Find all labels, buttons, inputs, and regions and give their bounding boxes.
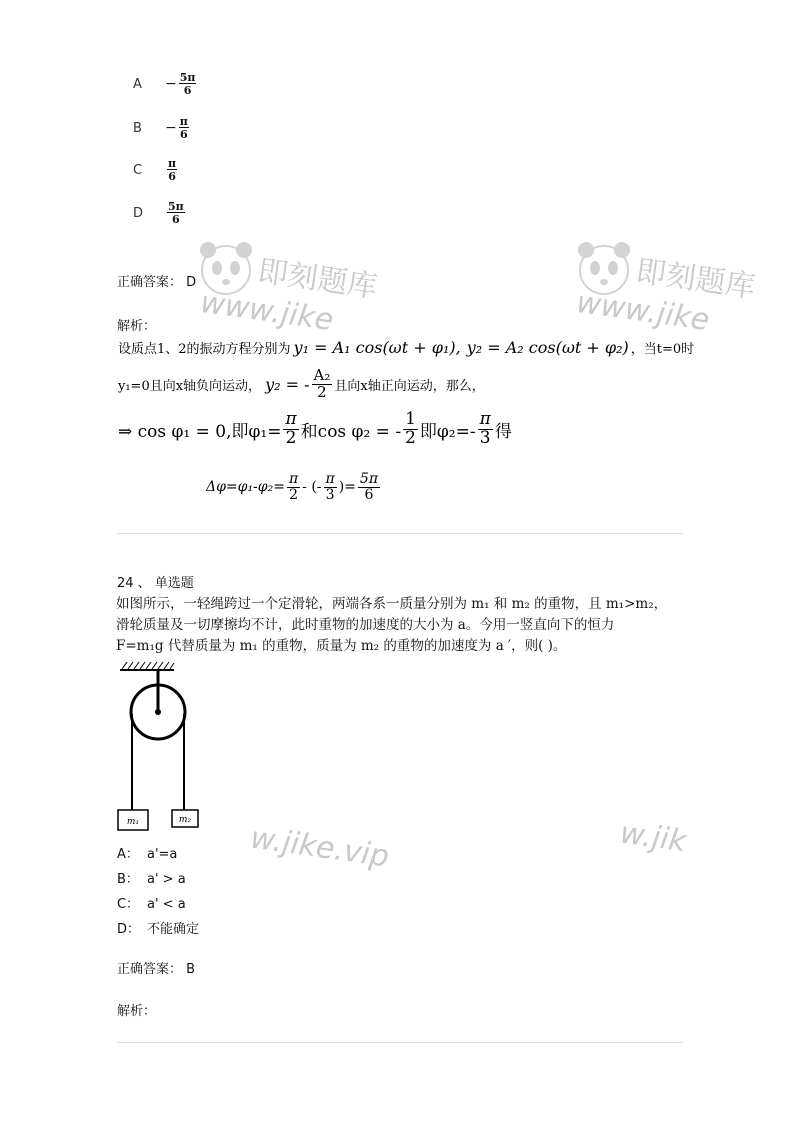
answer-value: B bbox=[186, 962, 196, 977]
answer-value: D bbox=[186, 275, 197, 290]
analysis-math: )= bbox=[338, 479, 356, 496]
pulley-hub bbox=[155, 709, 161, 715]
fraction: $\frac{\pi}{2}$ bbox=[285, 409, 297, 448]
analysis-line-2 bbox=[118, 368, 485, 401]
q24-analysis-label: 解析： bbox=[117, 1004, 157, 1019]
analysis-math: - (- bbox=[302, 479, 322, 496]
analysis-text: ，当t=0时 bbox=[630, 342, 695, 357]
analysis-text: 设质点1、2的振动方程分别为 bbox=[118, 342, 291, 357]
q23-analysis-label: 解析： bbox=[117, 319, 157, 334]
fraction: 1 2 bbox=[405, 409, 416, 448]
analysis-math: Δφ=φ₁-φ₂= bbox=[206, 479, 285, 496]
analysis-line-4 bbox=[206, 472, 382, 502]
answer-label: 正确答案： bbox=[117, 275, 183, 290]
option-fraction: $\frac{\pi}{6}$ bbox=[168, 157, 177, 183]
equation-y1: y₁ = A₁ cos(ωt + φ₁), bbox=[293, 338, 461, 357]
q23-answer bbox=[117, 271, 196, 290]
answer-label: 正确答案： bbox=[117, 962, 183, 977]
option-fraction: $\frac{5\pi}{6}$ bbox=[168, 200, 184, 226]
section-divider bbox=[117, 1042, 683, 1043]
watermark-url: www.jike bbox=[574, 284, 712, 339]
option-text: a' < a bbox=[147, 897, 186, 912]
analysis-math: 得 bbox=[494, 421, 512, 442]
q24-option-a[interactable] bbox=[117, 842, 199, 867]
analysis-line-3 bbox=[118, 411, 512, 448]
fraction: $\frac{5\pi}{6}$ bbox=[359, 471, 379, 503]
q24-options bbox=[117, 842, 199, 942]
q23-option-d[interactable] bbox=[133, 201, 185, 225]
option-letter: C bbox=[133, 162, 143, 178]
watermark-url: www.jike bbox=[198, 284, 336, 339]
section-divider bbox=[117, 533, 683, 534]
fraction: A₂ 2 bbox=[313, 366, 331, 401]
analysis-text: 且向x轴正向运动，那么， bbox=[334, 378, 485, 394]
option-letter: C： bbox=[117, 897, 140, 912]
analysis-text: y₁=0且向x轴负向运动， bbox=[118, 378, 262, 394]
mass-1-label: m₁ bbox=[126, 817, 140, 827]
equation-y2: y₂ = - bbox=[265, 374, 310, 394]
analysis-math: ⇒ cos φ₁ = 0,即φ₁= bbox=[118, 421, 282, 442]
q23-option-a[interactable] bbox=[133, 72, 196, 96]
mass-2-label: m₂ bbox=[178, 815, 192, 825]
option-fraction: $\frac{\pi}{6}$ bbox=[179, 115, 188, 141]
watermark-url: w.jik bbox=[617, 815, 689, 860]
stem-line: 滑轮质量及一切摩擦均不计，此时重物的加速度的大小为 a。今用一竖直向下的恒力 bbox=[116, 617, 615, 633]
equation-y2: y₂ = A₂ cos(ωt + φ₂) bbox=[466, 338, 629, 357]
q24-stem bbox=[116, 594, 667, 657]
fraction: π 3 bbox=[479, 409, 491, 448]
option-text: a' > a bbox=[147, 872, 186, 887]
watermark-clip bbox=[574, 284, 712, 340]
option-letter: D： bbox=[117, 922, 141, 937]
q23-option-c[interactable] bbox=[133, 158, 177, 182]
q24-option-c[interactable] bbox=[117, 892, 199, 917]
option-sign: − bbox=[165, 120, 177, 136]
analysis-line-1 bbox=[118, 338, 694, 357]
watermark-url: w.jike.vip bbox=[248, 820, 392, 875]
watermark-brand: 即刻题库 bbox=[255, 253, 380, 306]
watermark-brand: 即刻题库 bbox=[633, 253, 758, 306]
analysis-math: 即φ₂=- bbox=[419, 421, 476, 442]
stem-line: F=m₁g 代替质量为 m₁ 的重物，质量为 m₂ 的重物的加速度为 a ′，则( )。 bbox=[116, 638, 567, 654]
option-text: a'=a bbox=[147, 847, 178, 862]
q24-header: 24 、 单选题 bbox=[117, 576, 194, 591]
analysis-math: 和cos φ₂ = - bbox=[300, 421, 402, 442]
option-letter: A bbox=[133, 76, 142, 92]
q24-option-b[interactable] bbox=[117, 867, 199, 892]
fraction: π 3 bbox=[325, 471, 335, 503]
option-fraction: $\frac{5\pi}{6}$ bbox=[179, 71, 196, 97]
option-text: 不能确定 bbox=[147, 922, 200, 937]
option-letter: B： bbox=[117, 872, 139, 887]
q24-answer bbox=[117, 958, 195, 977]
ceiling-hatch bbox=[120, 662, 174, 670]
fraction: $\frac{\pi}{2}$ bbox=[288, 471, 299, 503]
option-letter: B bbox=[133, 120, 142, 136]
pulley-figure bbox=[112, 658, 212, 838]
q24-option-d[interactable] bbox=[117, 917, 199, 942]
option-letter: A： bbox=[117, 847, 139, 862]
stem-line: 如图所示，一轻绳跨过一个定滑轮，两端各系一质量分别为 m₁ 和 m₂ 的重物，且 m₁>m₂， bbox=[116, 596, 668, 612]
option-letter: D bbox=[133, 205, 144, 221]
q23-option-b[interactable] bbox=[133, 116, 189, 140]
option-sign: − bbox=[165, 76, 177, 92]
watermark-clip bbox=[617, 815, 689, 864]
